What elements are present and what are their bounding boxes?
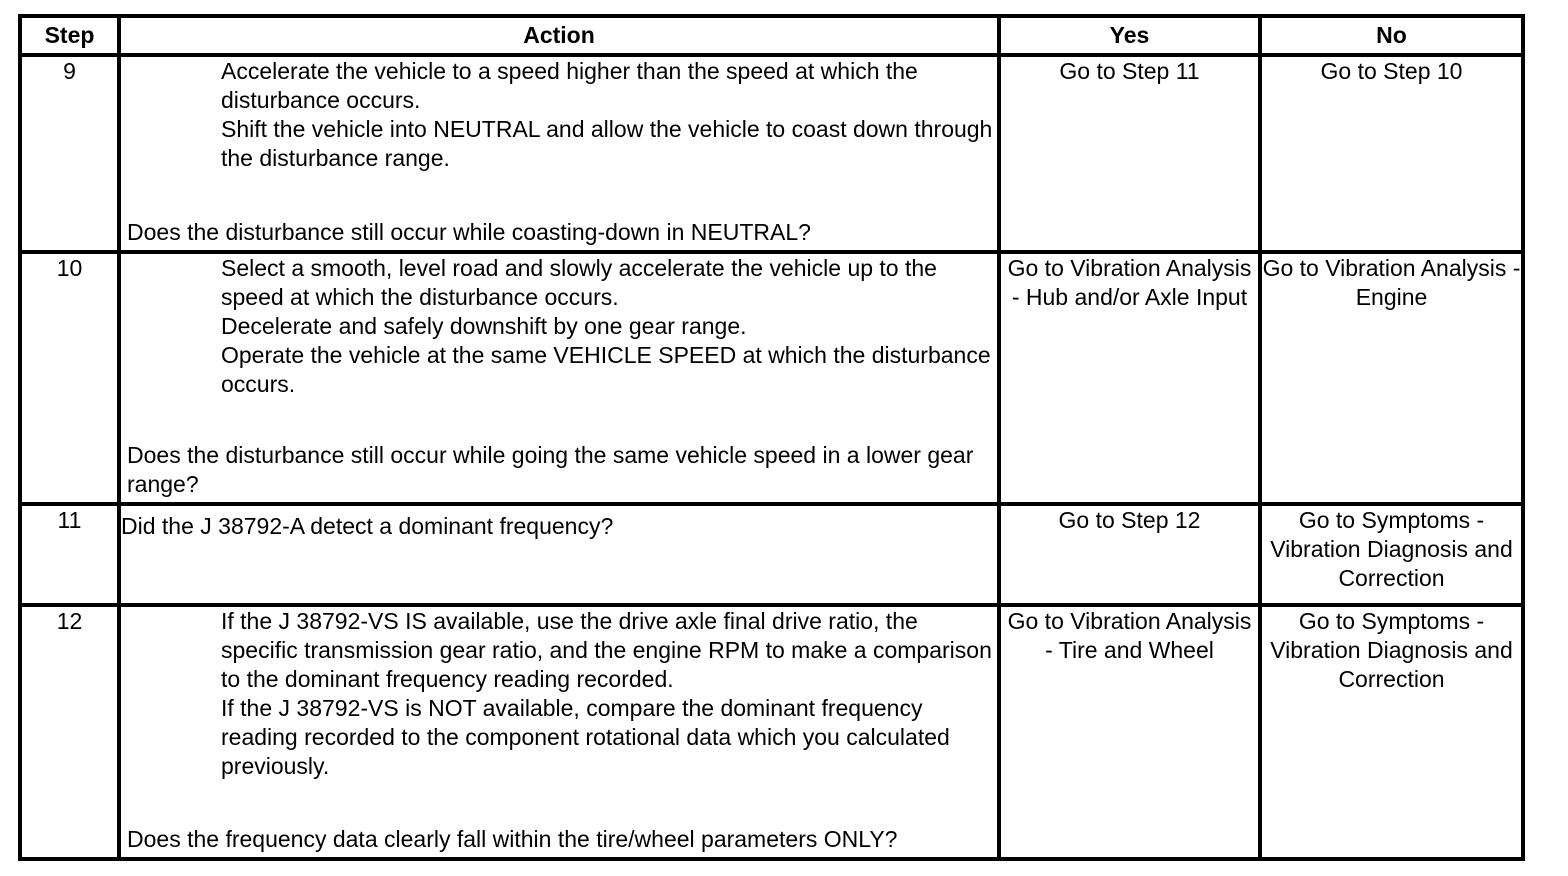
action-cell	[119, 504, 999, 605]
header-step: Step	[20, 16, 119, 55]
table-row-step-10	[20, 252, 1523, 504]
action-instructions	[121, 607, 997, 781]
instruction-line: Select a smooth, level road and slowly accelerate the vehicle up to the speed at which the disturbance occurs.	[221, 255, 937, 310]
no-result: Go to Symptoms - Vibration Diagnosis and Correction	[1260, 504, 1523, 605]
instruction-line: If the J 38792-VS is NOT available, compare the dominant frequency reading recorded to the component rotational data which you calculated previously.	[221, 695, 950, 779]
action-cell	[119, 252, 999, 504]
instruction-line: If the J 38792-VS IS available, use the drive axle final drive ratio, the specific transmission gear ratio, and the engine RPM to make a comparison to the dominant frequency reading recorded.	[221, 608, 992, 692]
no-result: Go to Step 10	[1260, 55, 1523, 252]
action-question: Does the disturbance still occur while going the same vehicle speed in a lower gear range?	[127, 442, 974, 497]
yes-result: Go to Step 12	[999, 504, 1260, 605]
action-instructions	[121, 57, 997, 173]
yes-result: Go to Vibration Analysis - Hub and/or Axle Input	[999, 252, 1260, 504]
action-question: Does the disturbance still occur while coasting-down in NEUTRAL?	[127, 219, 811, 245]
action-cell	[119, 605, 999, 859]
instruction-line: Accelerate the vehicle to a speed higher than the speed at which the disturbance occurs.	[221, 58, 918, 113]
yes-result: Go to Step 11	[999, 55, 1260, 252]
table-row-step-11	[20, 504, 1523, 605]
yes-result: Go to Vibration Analysis - Tire and Wheel	[999, 605, 1260, 859]
no-result: Go to Vibration Analysis - Engine	[1260, 252, 1523, 504]
no-result: Go to Symptoms - Vibration Diagnosis and Correction	[1260, 605, 1523, 859]
header-action: Action	[119, 16, 999, 55]
step-number: 12	[20, 605, 119, 859]
instruction-line: Operate the vehicle at the same VEHICLE SPEED at which the disturbance occurs.	[221, 342, 991, 397]
step-number: 11	[20, 504, 119, 605]
table-row-step-9	[20, 55, 1523, 252]
action-question: Did the J 38792-A detect a dominant frequency?	[121, 513, 614, 539]
diagnostic-table	[18, 14, 1525, 861]
step-number: 9	[20, 55, 119, 252]
header-no: No	[1260, 16, 1523, 55]
instruction-line: Shift the vehicle into NEUTRAL and allow the vehicle to coast down through the disturbance range.	[221, 116, 993, 171]
instruction-line: Decelerate and safely downshift by one gear range.	[221, 313, 747, 339]
table-row-step-12	[20, 605, 1523, 859]
action-question: Does the frequency data clearly fall within the tire/wheel parameters ONLY?	[127, 826, 898, 852]
action-instructions	[121, 254, 997, 399]
step-number: 10	[20, 252, 119, 504]
action-cell	[119, 55, 999, 252]
header-yes: Yes	[999, 16, 1260, 55]
table-header-row	[20, 16, 1523, 55]
